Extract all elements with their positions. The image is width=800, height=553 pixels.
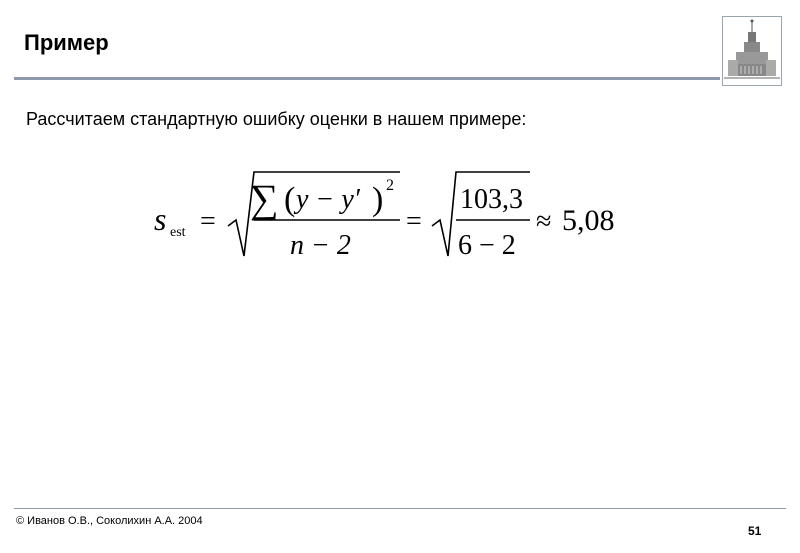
- numeric-numerator: 103,3: [460, 184, 523, 215]
- slide-title: Пример: [24, 30, 109, 55]
- standard-error-formula: [150, 164, 630, 264]
- exponent: 2: [386, 177, 394, 194]
- result-value: 5,08: [562, 204, 615, 237]
- denominator-expression: n − 2: [290, 230, 351, 261]
- footer-divider: [14, 508, 786, 509]
- numerator-expression: y − y′: [296, 184, 360, 215]
- page-number: 51: [748, 524, 762, 538]
- intro-text: Рассчитаем стандартную ошибку оценки в нашем примере:: [26, 109, 527, 129]
- formula-lhs-symbol: s: [154, 201, 167, 237]
- sum-symbol: ∑: [250, 176, 279, 221]
- paren-open: (: [284, 181, 296, 218]
- formula-equals-2: =: [406, 206, 422, 237]
- paren-close: ): [372, 181, 384, 218]
- approx-sign: ≈: [536, 206, 552, 237]
- formula-lhs-subscript: est: [170, 225, 186, 240]
- numeric-denominator: 6 − 2: [458, 230, 516, 261]
- formula-equals-1: =: [200, 206, 216, 237]
- university-building-logo: [722, 16, 782, 86]
- title-divider: [14, 77, 720, 80]
- copyright-footer: © Иванов О.В., Соколихин А.А. 2004: [16, 515, 203, 527]
